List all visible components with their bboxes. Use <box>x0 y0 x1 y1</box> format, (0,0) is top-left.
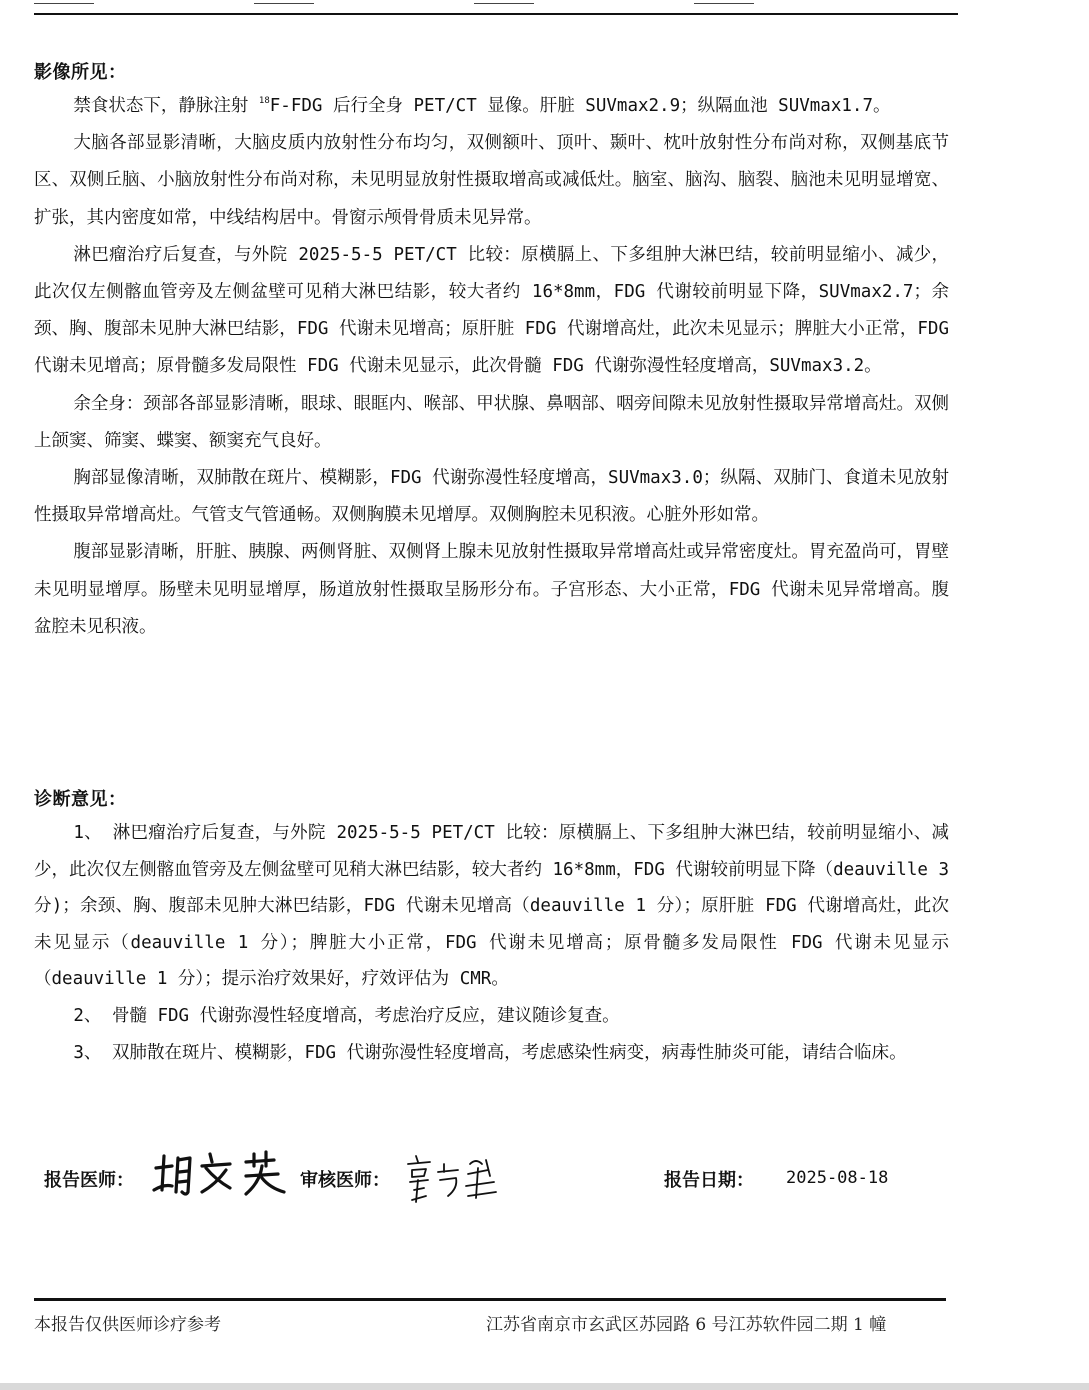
report-doctor-label: 报告医师： <box>44 1170 134 1191</box>
review-doctor-label: 审核医师： <box>300 1170 390 1191</box>
findings-paragraph-chest: 胸部显像清晰，双肺散在斑片、模糊影，FDG 代谢弥漫性轻度增高，SUVmax3.0；纵隔、双肺门、食道未见放射性摄取异常增高灶。气管支气管通畅。双侧胸膜未见增厚。双侧胸腔未见积液。心脏外形如常。 <box>34 468 949 526</box>
diagnosis-body <box>34 815 949 1071</box>
isotope-superscript: 18 <box>258 96 270 106</box>
findings-paragraph-1: 禁食状态下，静脉注射 $^{18}$F-FDG 后行全身 PET/CT 显像。肝脏 SUVmax2.9；纵隔血池 SUVmax1.7。 <box>73 96 891 116</box>
findings-paragraph-lymphoma: 淋巴瘤治疗后复查，与外院 2025-5-5 PET/CT 比较：原横膈上、下多组肿大淋巴结，较前明显缩小、减少，此次仅左侧髂血管旁及左侧盆壁可见稍大淋巴结影，较大者约 16*8mm，FDG 代谢较前明显下降，SUVmax2.7；余颈、胸、腹部未见肿大淋巴结影，FDG 代谢未见增高；原肝脏 FDG 代谢增高灶，此次未见显示；脾脏大小正常，FDG 代谢未见增高；原骨髓多发局限性 FDG 代谢未见显示，此次骨髓 FDG 代谢弥漫性轻度增高，SUVmax3.2。 <box>34 244 949 377</box>
signature-row <box>44 1150 944 1210</box>
footer-disclaimer: 本报告仅供医师诊疗参考 <box>34 1315 221 1335</box>
header-divider <box>34 13 958 15</box>
findings-paragraph-head-neck: 余全身：颈部各部显影清晰，眼球、眼眶内、喉部、甲状腺、鼻咽部、咽旁间隙未见放射性摄取异常增高灶。双侧上颌窦、筛窦、蝶窦、额窦充气良好。 <box>34 393 949 451</box>
findings-body <box>34 88 949 646</box>
diagnosis-heading: 诊断意见： <box>34 789 127 810</box>
diagnosis-item-3: 3、 双肺散在斑片、模糊影，FDG 代谢弥漫性轻度增高，考虑感染性病变，病毒性肺炎可能，请结合临床。 <box>73 1042 907 1063</box>
page-bottom-edge <box>0 1383 1089 1390</box>
review-doctor-signature <box>404 1150 514 1210</box>
findings-paragraph-brain: 大脑各部显影清晰，大脑皮质内放射性分布均匀，双侧额叶、顶叶、颞叶、枕叶放射性分布尚对称，双侧基底节区、双侧丘脑、小脑放射性分布尚对称，未见明显放射性摄取增高或减低灶。脑室、脑沟、脑裂、脑池未见明显增宽、扩张，其内密度如常，中线结构居中。骨窗示颅骨骨质未见异常。 <box>34 133 949 228</box>
report-date-label: 报告日期： <box>664 1170 754 1191</box>
footer-divider <box>34 1298 946 1301</box>
report-doctor-signature <box>150 1146 300 1206</box>
findings-paragraph-abdomen: 腹部显影清晰，肝脏、胰腺、两侧肾脏、双侧肾上腺未见放射性摄取异常增高灶或异常密度灶。胃充盈尚可，胃壁未见明显增厚。肠壁未见明显增厚，肠道放射性摄取呈肠形分布。子宫形态、大小正常，FDG 代谢未见异常增高。腹盆腔未见积液。 <box>34 542 949 637</box>
report-date-value: 2025-08-18 <box>786 1168 889 1188</box>
footer-address: 江苏省南京市玄武区苏园路 6 号江苏软件园二期 1 幢 <box>486 1315 887 1335</box>
diagnosis-item-1: 1、 淋巴瘤治疗后复查，与外院 2025-5-5 PET/CT 比较：原横膈上、下多组肿大淋巴结，较前明显缩小、减少，此次仅左侧髂血管旁及左侧盆壁可见稍大淋巴结影，较大者约 16*8mm，FDG 代谢较前明显下降（deauville 3 分)；余颈、胸、腹部未见肿大淋巴结影，FDG 代谢未见增高（deauville 1 分）；原肝脏 FDG 代谢增高灶，此次未见显示（deauville 1 分）；脾脏大小正常，FDG 代谢未见增高；原骨髓多发局限性 FDG 代谢未见显示（deauville 1 分）；提示治疗效果好，疗效评估为 CMR。 <box>34 823 949 990</box>
findings-heading: 影像所见： <box>34 62 127 83</box>
cropped-header-text <box>34 0 958 4</box>
diagnosis-item-2: 2、 骨髓 FDG 代谢弥漫性轻度增高，考虑治疗反应，建议随诊复查。 <box>73 1005 620 1026</box>
